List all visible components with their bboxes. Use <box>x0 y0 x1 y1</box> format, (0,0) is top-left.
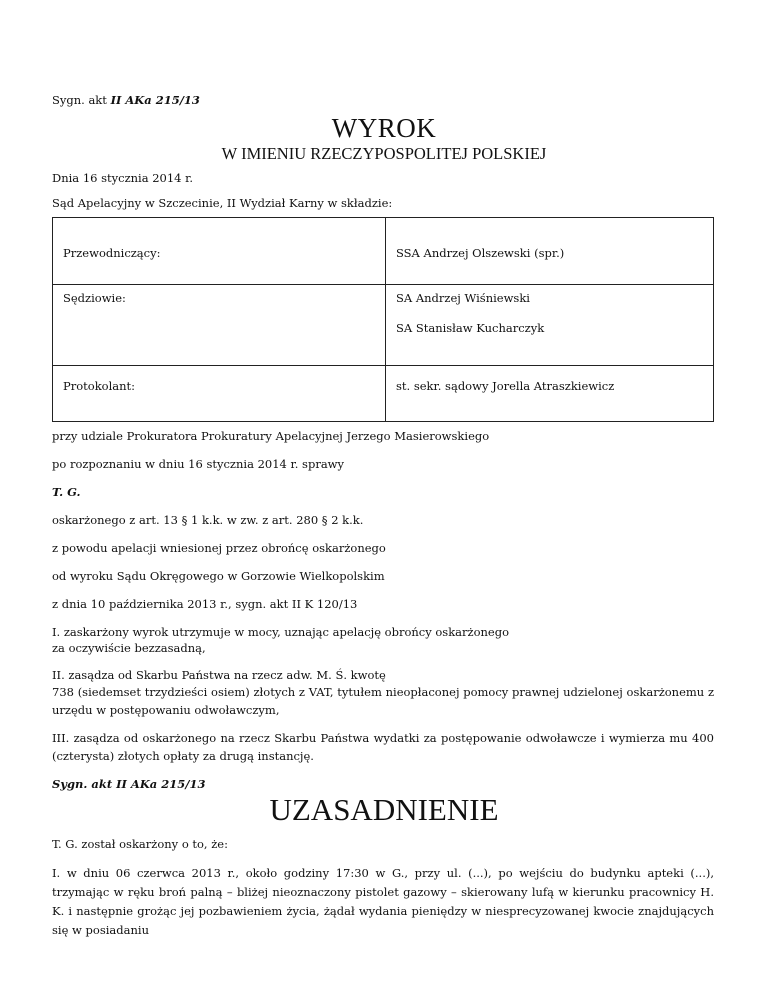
panel-row-clerk <box>53 366 714 422</box>
panel-names-cell <box>386 285 714 366</box>
judges-panel-table <box>52 217 714 422</box>
justification-point-1: I. w dniu 06 czerwca 2013 r., około godziny 17:30 w G., przy ul. (...), po wejściu do budynku apteki (...), trzymając w ręku broń palną – bliżej nieoznaczony pistolet gazowy – skierowany lufą w kierunku pracownicy H. K. i następnie grożąc jej pozbawieniem życia, żądał wydania pieniędzy w niesprecyzowanej kwocie znajdujących się w posiadaniu <box>52 866 714 937</box>
verdict-point-2-text: 738 (siedemset trzydzieści osiem) złotych z VAT, tytułem nieopłaconej pomocy prawnej udzielonej oskarżonemu z urzędu w postępowaniu odwoławczym, <box>52 685 714 717</box>
defendant-name: T. G. <box>52 485 81 499</box>
court-composition: Sąd Apelacyjny w Szczecinie, II Wydział Karny w składzie: <box>52 196 393 210</box>
charge-line: oskarżonego z art. 13 § 1 k.k. w zw. z art. 280 § 2 k.k. <box>52 513 364 527</box>
document-subtitle: W IMIENIU RZECZYPOSPOLITEJ POLSKIEJ <box>221 144 547 163</box>
prosecutor-line: przy udziale Prokuratora Prokuratury Apelacyjnej Jerzego Masierowskiego <box>52 429 490 443</box>
panel-name: st. sekr. sądowy Jorella Atraszkiewicz <box>396 379 615 393</box>
panel-row-judges <box>53 285 714 366</box>
panel-role-cell <box>53 285 386 366</box>
case-signature-prefix: Sygn. akt <box>52 93 111 107</box>
document-title: WYROK <box>331 113 437 143</box>
panel-role: Sędziowie: <box>63 291 126 305</box>
verdict-point-3: III. zasądza od oskarżonego na rzecz Skarbu Państwa wydatki za postępowanie odwoławcze i wymierza mu 400 (czterysta) złotych opłaty za drugą instancję. <box>52 731 714 763</box>
justification-intro: T. G. został oskarżony o to, że: <box>52 837 228 851</box>
panel-name: SSA Andrzej Olszewski (spr.) <box>396 246 565 260</box>
hearing-line: po rozpoznaniu w dniu 16 stycznia 2014 r. sprawy <box>52 457 345 471</box>
justification-title: UZASADNIENIE <box>269 792 499 827</box>
verdict-point-2-line: II. zasądza od Skarbu Państwa na rzecz adw. M. Ś. kwotę <box>52 668 386 682</box>
panel-role: Protokolant: <box>63 379 136 393</box>
panel-role-cell <box>53 366 386 422</box>
appeal-line: z powodu apelacji wniesionej przez obrońcę oskarżonego <box>52 541 386 555</box>
panel-name: SA Andrzej Wiśniewski <box>396 291 530 305</box>
verdict-point-1 <box>52 624 714 656</box>
verdict-point-2 <box>52 667 714 719</box>
lower-court-date-line: z dnia 10 października 2013 r., sygn. akt II K 120/13 <box>52 597 358 611</box>
case-signature <box>52 92 200 108</box>
panel-row-chair <box>53 218 714 285</box>
panel-names-cell <box>386 218 714 285</box>
verdict-point-1-line: za oczywiście bezzasadną, <box>52 641 206 655</box>
justification-signature: Sygn. akt II AKa 215/13 <box>52 777 206 791</box>
panel-role: Przewodniczący: <box>63 246 161 260</box>
panel-name: SA Stanisław Kucharczyk <box>396 321 545 335</box>
panel-names-cell <box>386 366 714 422</box>
verdict-point-1-line: I. zaskarżony wyrok utrzymuje w mocy, uznając apelację obrońcy oskarżonego <box>52 625 509 639</box>
panel-role-cell <box>53 218 386 285</box>
lower-court-line: od wyroku Sądu Okręgowego w Gorzowie Wielkopolskim <box>52 569 385 583</box>
case-signature-number: II AKa 215/13 <box>110 93 200 107</box>
judgment-date: Dnia 16 stycznia 2014 r. <box>52 171 194 185</box>
